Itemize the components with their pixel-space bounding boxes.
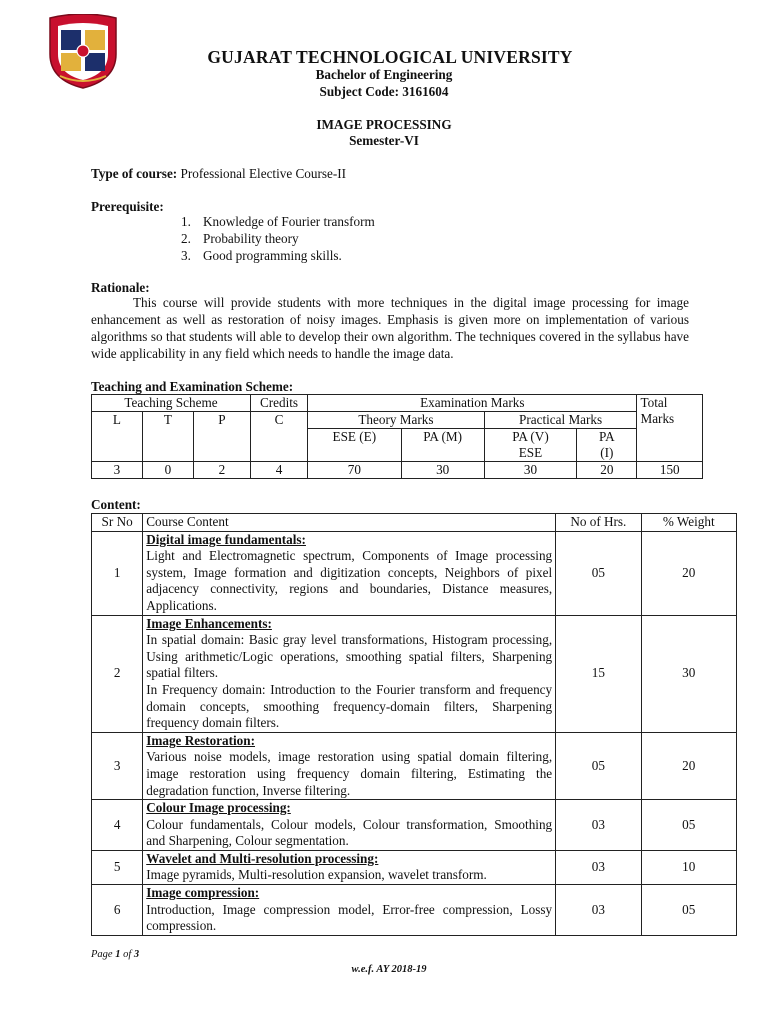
list-item bbox=[181, 213, 375, 230]
scheme-header-pai bbox=[577, 429, 637, 462]
list-text: Good programming skills. bbox=[203, 248, 342, 263]
row-description: Introduction, Image compression model, Error-free compression, Lossy compression. bbox=[146, 901, 553, 934]
row-sr: 6 bbox=[92, 885, 143, 936]
table-row bbox=[92, 885, 737, 936]
type-of-course-value: Professional Elective Course-II bbox=[177, 166, 347, 181]
program-name: Bachelor of Engineering bbox=[315, 67, 453, 82]
page-current: 1 bbox=[115, 949, 121, 960]
row-weight: 05 bbox=[641, 885, 736, 936]
scheme-header-l: L bbox=[92, 412, 143, 462]
scheme-value-c: 4 bbox=[250, 462, 307, 479]
scheme-value-t: 0 bbox=[142, 462, 193, 479]
content-table bbox=[91, 513, 737, 936]
content-header-weight: % Weight bbox=[641, 514, 736, 532]
list-item bbox=[181, 247, 375, 264]
table-row bbox=[92, 850, 737, 884]
row-hrs: 05 bbox=[556, 732, 641, 799]
scheme-header-t: T bbox=[142, 412, 193, 462]
list-text: Knowledge of Fourier transform bbox=[203, 214, 375, 229]
wef-note: w.e.f. AY 2018-19 bbox=[351, 964, 427, 975]
rationale-body: This course will provide students with more techniques in the digital image processing for image enhancement as well as restoration of noisy images. Emphasis is given more on implementation of various algorithms so that students will able to develop their own algorithm. The techniques covered in the syllabus have wide applicability in any field which needs to handle the image data. bbox=[91, 295, 689, 361]
rationale-label: Rationale: bbox=[91, 280, 150, 295]
row-content bbox=[143, 732, 556, 799]
scheme-header-c: C bbox=[250, 412, 307, 462]
scheme-header-theory: Theory Marks bbox=[308, 412, 485, 429]
row-content bbox=[143, 800, 556, 851]
row-hrs: 15 bbox=[556, 615, 641, 732]
row-description-2: In Frequency domain: Introduction to the Fourier transform and frequency domain concepts, smoothing frequency-domain filters, Sharpening frequency domain filters. bbox=[146, 681, 553, 731]
scheme-header-total: Total Marks bbox=[637, 395, 703, 462]
scheme-header-teaching: Teaching Scheme bbox=[92, 395, 251, 412]
scheme-value-pam: 30 bbox=[401, 462, 484, 479]
row-description: Image pyramids, Multi-resolution expansion, wavelet transform. bbox=[146, 867, 487, 883]
scheme-header-pai-top: PA bbox=[599, 429, 615, 444]
scheme-value-l: 3 bbox=[92, 462, 143, 479]
scheme-value-pai: 20 bbox=[577, 462, 637, 479]
content-header-sr: Sr No bbox=[92, 514, 143, 532]
course-title: IMAGE PROCESSING bbox=[316, 117, 452, 132]
content-header-course: Course Content bbox=[143, 514, 556, 532]
row-sr: 5 bbox=[92, 850, 143, 884]
list-number: 1. bbox=[181, 214, 191, 229]
table-row bbox=[92, 800, 737, 851]
row-title: Image Enhancements: bbox=[146, 615, 272, 631]
scheme-value-ese: 70 bbox=[308, 462, 402, 479]
row-description: Light and Electromagnetic spectrum, Components of Image processing system, Image formation and digitization concepts, Neighbors of pixel adjacency connectivity, regions and boundaries, Distance measures, Applications. bbox=[146, 548, 553, 613]
page-number bbox=[91, 949, 139, 960]
table-row bbox=[92, 615, 737, 732]
row-hrs: 03 bbox=[556, 800, 641, 851]
page-of: of bbox=[120, 949, 134, 960]
content-header-hrs: No of Hrs. bbox=[556, 514, 641, 532]
row-weight: 10 bbox=[641, 850, 736, 884]
row-title: Image compression: bbox=[146, 885, 260, 901]
page-total: 3 bbox=[133, 949, 140, 960]
list-text: Probability theory bbox=[203, 231, 299, 246]
row-weight: 30 bbox=[641, 615, 736, 732]
scheme-header-pav bbox=[484, 429, 576, 462]
row-sr: 3 bbox=[92, 732, 143, 799]
row-hrs: 03 bbox=[556, 850, 641, 884]
prerequisite-list bbox=[181, 213, 375, 264]
page-prefix: Page bbox=[91, 949, 116, 960]
row-content bbox=[143, 531, 556, 615]
scheme-header-pav-top: PA (V) bbox=[512, 429, 549, 444]
row-description: Various noise models, image restoration using spatial domain filtering, image restoration using frequency domain filtering, Estimating the degradation function, Inverse filtering. bbox=[146, 749, 553, 798]
scheme-value-total: 150 bbox=[637, 462, 703, 479]
row-description: Colour fundamentals, Colour models, Colour transformation, Smoothing and Sharpening, Colour segmentation. bbox=[146, 816, 553, 849]
list-item bbox=[181, 230, 375, 247]
row-weight: 20 bbox=[641, 531, 736, 615]
scheme-header-practical: Practical Marks bbox=[484, 412, 637, 429]
row-title: Colour Image processing: bbox=[146, 800, 291, 816]
row-hrs: 05 bbox=[556, 531, 641, 615]
semester: Semester-VI bbox=[349, 133, 419, 148]
row-sr: 1 bbox=[92, 531, 143, 615]
list-number: 2. bbox=[181, 231, 191, 246]
table-row bbox=[92, 732, 737, 799]
type-of-course bbox=[91, 166, 346, 182]
scheme-table bbox=[91, 394, 703, 479]
prerequisite-label: Prerequisite: bbox=[91, 199, 164, 214]
row-content bbox=[143, 615, 556, 732]
scheme-header-ese: ESE (E) bbox=[308, 429, 402, 462]
scheme-header-pam: PA (M) bbox=[401, 429, 484, 462]
row-title: Digital image fundamentals: bbox=[146, 531, 306, 547]
row-title: Wavelet and Multi-resolution processing: bbox=[146, 850, 379, 866]
rationale-text bbox=[91, 294, 689, 362]
university-name: GUJARAT TECHNOLOGICAL UNIVERSITY bbox=[207, 47, 573, 67]
type-of-course-label: Type of course: bbox=[91, 166, 178, 181]
row-weight: 05 bbox=[641, 800, 736, 851]
scheme-header-pai-bottom: (I) bbox=[600, 445, 614, 460]
subject-code: Subject Code: 3161604 bbox=[319, 84, 449, 99]
row-sr: 2 bbox=[92, 615, 143, 732]
table-row bbox=[92, 531, 737, 615]
scheme-header-credits: Credits bbox=[250, 395, 307, 412]
scheme-header-exam: Examination Marks bbox=[308, 395, 637, 412]
scheme-value-pav: 30 bbox=[484, 462, 576, 479]
scheme-label: Teaching and Examination Scheme: bbox=[91, 379, 294, 394]
row-hrs: 03 bbox=[556, 885, 641, 936]
scheme-header-pav-bottom: ESE bbox=[518, 445, 543, 460]
list-number: 3. bbox=[181, 248, 191, 263]
row-weight: 20 bbox=[641, 732, 736, 799]
row-content bbox=[143, 850, 556, 884]
scheme-header-p: P bbox=[193, 412, 250, 462]
row-content bbox=[143, 885, 556, 936]
content-label: Content: bbox=[91, 497, 141, 512]
row-title: Image Restoration: bbox=[146, 732, 256, 748]
row-description: In spatial domain: Basic gray level transformations, Histogram processing, Using arithmetic/Logic operations, smoothing spatial filters, Sharpening spatial filters. bbox=[146, 632, 553, 681]
scheme-value-p: 2 bbox=[193, 462, 250, 479]
row-sr: 4 bbox=[92, 800, 143, 851]
